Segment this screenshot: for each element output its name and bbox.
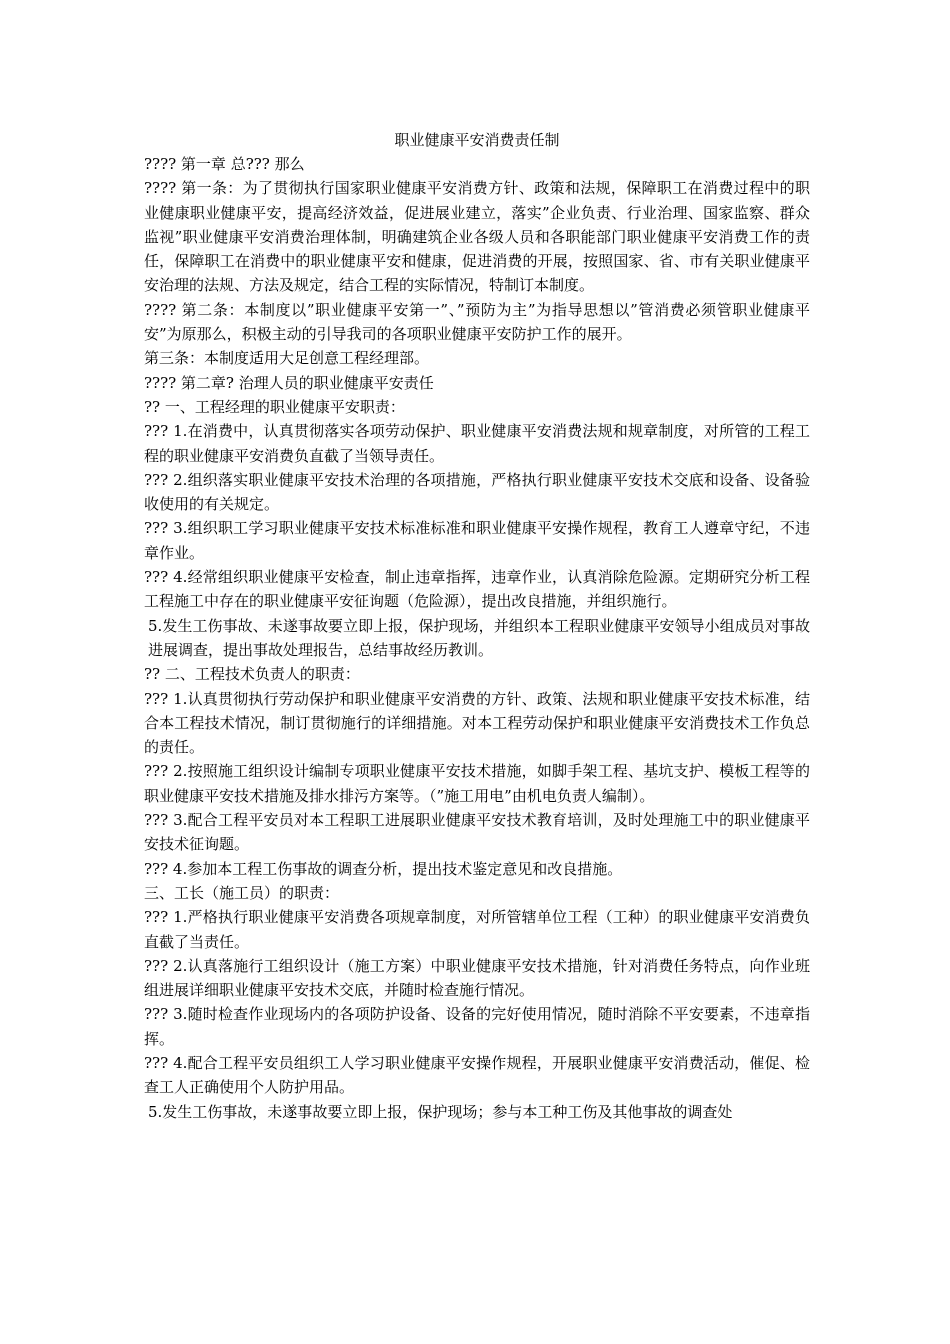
article-1: ???? 第一条：为了贯彻执行国家职业健康平安消费方针、政策和法规，保障职工在消费过程中的职业健康职业健康平安，提高经济效益，促进展业建立，落实”企业负责、行业治理、国家监察、群众监视”职业健康平安消费治理体制，明确建筑企业各级人员和各职能部门职业健康平安消费工作的责任，保障职工在消费中的职业健康平安和健康，促进消费的开展，按照国家、省、市有关职业健康平安治理的法规、方法及规定，结合工程的实际情况，特制订本制度。 xyxy=(144,179,810,295)
document-page xyxy=(144,128,810,1124)
list-item: ??? 4.参加本工程工伤事故的调查分析，提出技术鉴定意见和改良措施。 xyxy=(144,859,623,878)
list-item: ??? 3.配合工程平安员对本工程职工进展职业健康平安技术教育培训，及时处理施工中的职业健康平安技术征询题。 xyxy=(144,811,810,854)
article-3: 第三条：本制度适用大足创意工程经理部。 xyxy=(144,349,430,368)
list-item: ??? 1.在消费中，认真贯彻落实各项劳动保护、职业健康平安消费法规和规章制度，对所管的工程工程的职业健康平安消费负直截了当领导责任。 xyxy=(144,422,810,465)
list-item: ??? 1.认真贯彻执行劳动保护和职业健康平安消费的方针、政策、法规和职业健康平安技术标准，结合本工程技术情况，制订贯彻施行的详细措施。对本工程劳动保护和职业健康平安消费技术工作负总的责任。 xyxy=(144,689,810,757)
chapter-1-heading: ???? 第一章 总??? 那么 xyxy=(144,155,305,173)
list-item: ??? 4.经常组织职业健康平安检查，制止违章指挥，违章作业，认真消除危险源。定期研究分析工程工程施工中存在的职业健康平安征询题（危险源），提出改良措施，并组织施行。 xyxy=(144,568,810,611)
list-item: ??? 2.按照施工组织设计编制专项职业健康平安技术措施，如脚手架工程、基坑支护、模板工程等的职业健康平安技术措施及排水排污方案等。（”施工用电”由机电负责人编制）。 xyxy=(144,762,810,805)
section-project-manager-heading: ?? 一、工程经理的职业健康平安职责： xyxy=(144,397,405,416)
list-item: ??? 3.组织职工学习职业健康平安技术标准标准和职业健康平安操作规程，教育工人遵章守纪，不违章作业。 xyxy=(144,519,810,562)
chapter-2-heading: ???? 第二章? 治理人员的职业健康平安责任 xyxy=(144,373,434,392)
list-item: 5.发生工伤事故，未遂事故要立即上报，保护现场；参与本工种工伤及其他事故的调查处 xyxy=(148,1102,733,1121)
section-technical-lead-heading: ?? 二、工程技术负责人的职责： xyxy=(144,665,360,684)
section-foreman-heading: 三、工长（施工员）的职责： xyxy=(144,883,340,902)
list-item: ??? 2.认真落施行工组织设计（施工方案）中职业健康平安技术措施，针对消费任务特点，向作业班组进展详细职业健康平安技术交底，并随时检查施行情况。 xyxy=(144,956,810,1000)
article-2: ???? 第二条：本制度以”职业健康平安第一”、”预防为主”为指导思想以”管消费必须管职业健康平安”为原那么，积极主动的引导我司的各项职业健康平安防护工作的展开。 xyxy=(144,300,810,344)
list-item: ??? 1.严格执行职业健康平安消费各项规章制度，对所管辖单位工程（工种）的职业健康平安消费负直截了当责任。 xyxy=(144,908,810,951)
list-item: 5.发生工伤事故、未遂事故要立即上报，保护现场，并组织本工程职业健康平安领导小组成员对事故进展调查，提出事故处理报告，总结事故经历教训。 xyxy=(148,616,810,659)
list-item: ??? 2.组织落实职业健康平安技术治理的各项措施，严格执行职业健康平安技术交底和设备、设备验收使用的有关规定。 xyxy=(144,470,810,514)
document-title: 职业健康平安消费责任制 xyxy=(394,131,560,149)
list-item: ??? 3.随时检查作业现场内的各项防护设备、设备的完好使用情况，随时消除不平安要素，不违章指挥。 xyxy=(144,1005,810,1048)
list-item: ??? 4.配合工程平安员组织工人学习职业健康平安操作规程，开展职业健康平安消费活动，催促、检查工人正确使用个人防护用品。 xyxy=(144,1053,810,1097)
